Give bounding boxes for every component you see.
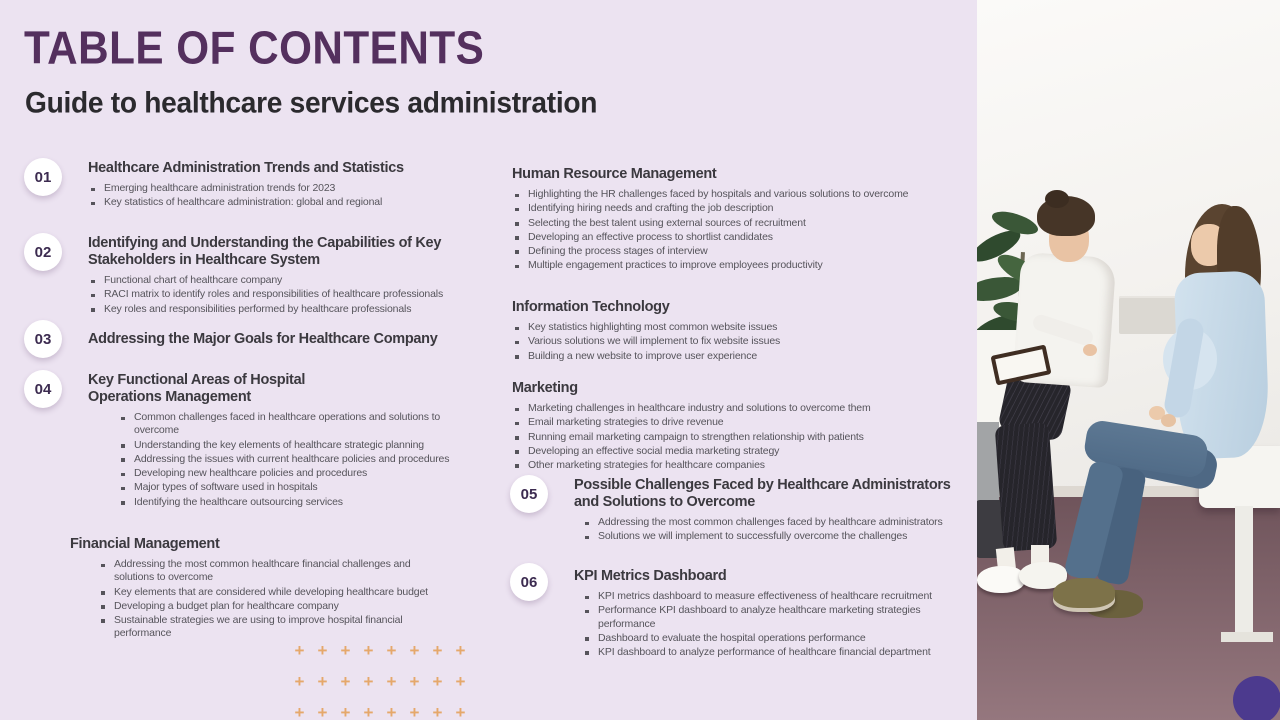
section-heading: Identifying and Understanding the Capabilities of Key Stakeholders in Healthcare System xyxy=(88,235,442,269)
plus-icon: + xyxy=(363,703,374,720)
exam-bed-foot xyxy=(1221,632,1273,642)
toc-section xyxy=(512,378,871,473)
bullet-item: Developing a budget plan for healthcare company xyxy=(98,600,428,613)
bullet-item: Performance KPI dashboard to analyze healthcare marketing strategies performance xyxy=(582,604,968,630)
plus-icon: + xyxy=(294,641,305,660)
section-heading: Key Functional Areas of Hospital Operations Management xyxy=(88,372,306,406)
section-content xyxy=(70,534,428,641)
bullet-item: Selecting the best talent using external sources of recruitment xyxy=(512,217,908,230)
exam-bed-leg xyxy=(1235,506,1253,638)
plus-icon: + xyxy=(386,703,397,720)
bullet-item: Various solutions we will implement to fix website issues xyxy=(512,335,780,348)
bullet-item: KPI dashboard to analyze performance of healthcare financial department xyxy=(582,646,968,659)
section-content xyxy=(574,475,968,545)
toc-section xyxy=(24,233,480,317)
section-number-badge xyxy=(24,320,62,358)
plus-icon: + xyxy=(340,641,351,660)
section-number-badge xyxy=(24,233,62,271)
bullet-item: Identifying the healthcare outsourcing services xyxy=(118,496,470,509)
bullet-item: Email marketing strategies to drive revenue xyxy=(512,416,871,429)
bullet-item: Key statistics highlighting most common website issues xyxy=(512,321,780,334)
section-bullet-list xyxy=(118,411,470,509)
bullet-item: Addressing the most common healthcare financial challenges and solutions to overcome xyxy=(98,558,428,584)
section-bullet-list xyxy=(88,274,480,316)
toc-section xyxy=(512,297,780,364)
section-heading: KPI Metrics Dashboard xyxy=(574,568,727,584)
page-title: TABLE OF CONTENTS xyxy=(24,22,485,74)
plus-decoration-grid xyxy=(288,641,472,720)
section-number: 06 xyxy=(520,573,538,591)
bullet-item: Common challenges faced in healthcare operations and solutions to overcome xyxy=(118,411,470,437)
bullet-item: RACI matrix to identify roles and responsibilities of healthcare professionals xyxy=(88,288,480,301)
bullet-item: Functional chart of healthcare company xyxy=(88,274,480,287)
section-content xyxy=(574,563,968,660)
plus-icon: + xyxy=(409,641,420,660)
section-content xyxy=(88,158,404,211)
plus-icon: + xyxy=(455,672,466,691)
plus-icon: + xyxy=(363,672,374,691)
toc-section xyxy=(24,370,470,510)
bullet-item: Solutions we will implement to successfully overcome the challenges xyxy=(582,530,968,543)
bullet-item: Developing an effective process to shortlist candidates xyxy=(512,231,908,244)
section-number-badge xyxy=(510,563,548,601)
section-bullet-list xyxy=(88,182,404,209)
section-content xyxy=(88,320,438,348)
section-bullet-list xyxy=(582,590,968,659)
section-heading: Healthcare Administration Trends and Statistics xyxy=(88,160,404,176)
plus-icon: + xyxy=(432,672,443,691)
section-bullet-list xyxy=(512,188,908,272)
section-number-badge xyxy=(24,158,62,196)
toc-section xyxy=(510,475,968,545)
section-heading: Marketing xyxy=(512,380,578,396)
doctor-hair-bun xyxy=(1045,190,1069,208)
bullet-item: Sustainable strategies we are using to improve hospital financial performance xyxy=(98,614,428,640)
bullet-item: Running email marketing campaign to strengthen relationship with patients xyxy=(512,431,871,444)
patient-shoe xyxy=(1053,578,1115,608)
bullet-item: KPI metrics dashboard to measure effectiveness of healthcare recruitment xyxy=(582,590,968,603)
bullet-item: Major types of software used in hospitals xyxy=(118,481,470,494)
photo-doctor-patient-consultation xyxy=(977,0,1280,720)
section-heading: Possible Challenges Faced by Healthcare Administrators and Solutions to Overcome xyxy=(574,477,951,511)
doctor-hand xyxy=(1083,344,1097,356)
bullet-item: Defining the process stages of interview xyxy=(512,245,908,258)
section-content xyxy=(512,378,871,473)
section-bullet-list xyxy=(512,402,871,472)
section-bullet-list xyxy=(582,516,968,543)
accent-circle-decoration xyxy=(1233,676,1280,720)
toc-section xyxy=(24,158,404,211)
plus-icon: + xyxy=(432,703,443,720)
section-number-badge xyxy=(510,475,548,513)
section-content xyxy=(88,370,470,510)
bullet-item: Key elements that are considered while developing healthcare budget xyxy=(98,586,428,599)
plus-icon: + xyxy=(340,672,351,691)
plus-icon: + xyxy=(386,641,397,660)
section-bullet-list xyxy=(512,321,780,363)
patient-hand xyxy=(1161,414,1176,427)
section-number-badge xyxy=(24,370,62,408)
plus-icon: + xyxy=(317,703,328,720)
section-number: 02 xyxy=(34,243,52,261)
section-number: 05 xyxy=(520,485,538,503)
bullet-item: Understanding the key elements of healthcare strategic planning xyxy=(118,439,470,452)
section-content xyxy=(88,233,480,317)
plus-icon: + xyxy=(294,672,305,691)
bullet-item: Multiple engagement practices to improve employees productivity xyxy=(512,259,908,272)
toc-section xyxy=(24,320,438,358)
bullet-item: Emerging healthcare administration trends for 2023 xyxy=(88,182,404,195)
bullet-item: Addressing the issues with current healthcare policies and procedures xyxy=(118,453,470,466)
toc-section xyxy=(70,534,428,641)
section-number: 04 xyxy=(34,380,52,398)
right-column xyxy=(512,0,968,720)
section-bullet-list xyxy=(98,558,428,640)
plus-icon: + xyxy=(409,703,420,720)
plus-icon: + xyxy=(317,641,328,660)
bullet-item: Addressing the most common challenges faced by healthcare administrators xyxy=(582,516,968,529)
bullet-item: Developing new healthcare policies and procedures xyxy=(118,467,470,480)
plus-icon: + xyxy=(386,672,397,691)
section-heading: Financial Management xyxy=(70,536,220,552)
plus-icon: + xyxy=(455,703,466,720)
bullet-item: Dashboard to evaluate the hospital operations performance xyxy=(582,632,968,645)
section-heading: Human Resource Management xyxy=(512,166,717,182)
plus-icon: + xyxy=(294,703,305,720)
page-subtitle: Guide to healthcare services administration xyxy=(25,87,598,120)
left-column xyxy=(24,0,480,720)
bullet-item: Highlighting the HR challenges faced by hospitals and various solutions to overcome xyxy=(512,188,908,201)
bullet-item: Key roles and responsibilities performed by healthcare professionals xyxy=(88,303,480,316)
wall-radiator xyxy=(1119,296,1183,334)
bullet-item: Developing an effective social media marketing strategy xyxy=(512,445,871,458)
plus-icon: + xyxy=(409,672,420,691)
plus-icon: + xyxy=(340,703,351,720)
plus-icon: + xyxy=(363,641,374,660)
bullet-item: Key statistics of healthcare administration: global and regional xyxy=(88,196,404,209)
plus-icon: + xyxy=(455,641,466,660)
section-number: 03 xyxy=(34,330,52,348)
bullet-item: Building a new website to improve user experience xyxy=(512,350,780,363)
bullet-item: Marketing challenges in healthcare industry and solutions to overcome them xyxy=(512,402,871,415)
section-number: 01 xyxy=(34,168,52,186)
toc-section xyxy=(510,563,968,660)
bullet-item: Other marketing strategies for healthcare companies xyxy=(512,459,871,472)
toc-section xyxy=(512,164,908,273)
plus-icon: + xyxy=(432,641,443,660)
section-heading: Addressing the Major Goals for Healthcare Company xyxy=(88,331,438,347)
section-content xyxy=(512,164,908,273)
section-content xyxy=(512,297,780,364)
section-heading: Information Technology xyxy=(512,299,670,315)
plus-icon: + xyxy=(317,672,328,691)
bullet-item: Identifying hiring needs and crafting the job description xyxy=(512,202,908,215)
doctor-shoe xyxy=(977,566,1025,593)
doctor-legs xyxy=(995,422,1058,551)
